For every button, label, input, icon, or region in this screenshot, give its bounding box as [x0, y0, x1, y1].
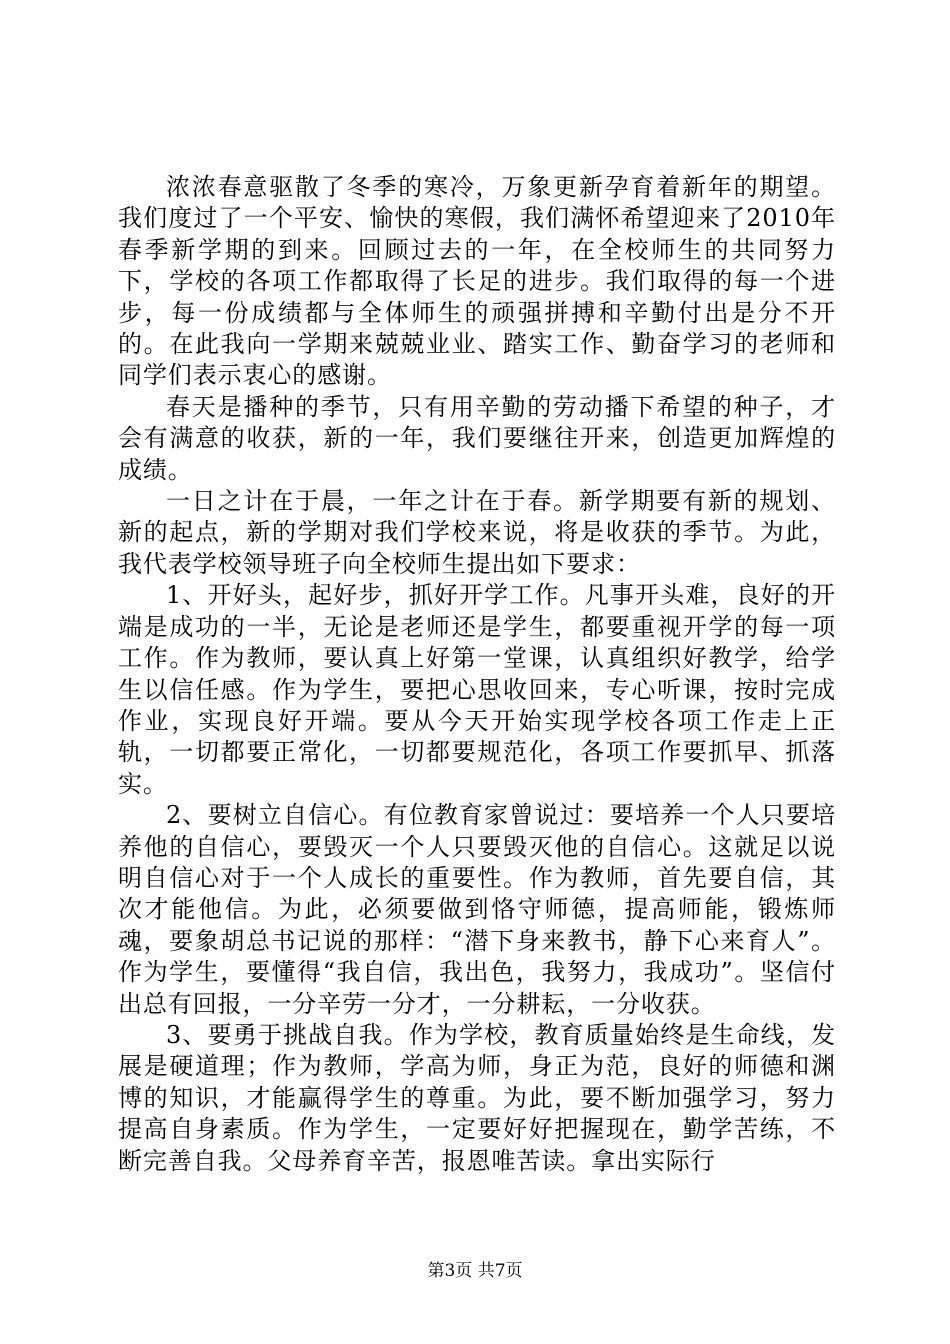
paragraph-4: 1、开好头，起好步，抓好开学工作。凡事开头难，良好的开端是成功的一半，无论是老师还是学生，都要重视开学的每一项工作。作为教师，要认真上好第一堂课，认真组织好教学，给学生以信任感。作为学生，要把心思收回来，专心听课，按时完成作业，实现良好开端。要从今天开始实现学校各项工作走上正轨，一切都要正常化，一切都要规范化，各项工作要抓早、抓落实。 [118, 581, 836, 798]
paragraph-1: 浓浓春意驱散了冬季的寒冷，万象更新孕育着新年的期望。我们度过了一个平安、愉快的寒假，我们满怀希望迎来了2010年春季新学期的到来。回顾过去的一年，在全校师生的共同努力下，学校的各项工作都取得了长足的进步。我们取得的每一个进步，每一份成绩都与全体师生的顽强拼搏和辛勤付出是分不开的。在此我向一学期来兢兢业业、踏实工作、勤奋学习的老师和同学们表示衷心的感谢。 [118, 173, 836, 390]
document-body [118, 172, 836, 1177]
page-footer: 第3页 共7页 [427, 1261, 523, 1281]
paragraph-2: 春天是播种的季节，只有用辛勤的劳动播下希望的种子，才会有满意的收获，新的一年，我们要继往开来，创造更加辉煌的成绩。 [118, 392, 836, 484]
paragraph-6: 3、要勇于挑战自我。作为学校，教育质量始终是生命线，发展是硬道理；作为教师，学高为师，身正为范，良好的师德和渊博的知识，才能赢得学生的尊重。为此，要不断加强学习，努力提高自身素质。作为学生，一定要好好把握现在，勤学苦练，不断完善自我。父母养育辛苦，报恩唯苦读。拿出实际行 [118, 1020, 836, 1175]
paragraph-3: 一日之计在于晨，一年之计在于春。新学期要有新的规划、新的起点，新的学期对我们学校来说，将是收获的季节。为此，我代表学校领导班子向全校师生提出如下要求： [118, 487, 836, 578]
paragraph-5: 2、要树立自信心。有位教育家曾说过：要培养一个人只要培养他的自信心，要毁灭一个人只要毁灭他的自信心。这就足以说明自信心对于一个人成长的重要性。作为教师，首先要自信，其次才能他信。为此，必须要做到恪守师德，提高师能，锻炼师魂，要象胡总书记说的那样：“潜下身来教书，静下心来育人”。作为学生，要懂得“我自信，我出色，我努力，我成功”。坚信付出总有回报，一分辛劳一分才，一分耕耘，一分收获。 [118, 801, 836, 1018]
